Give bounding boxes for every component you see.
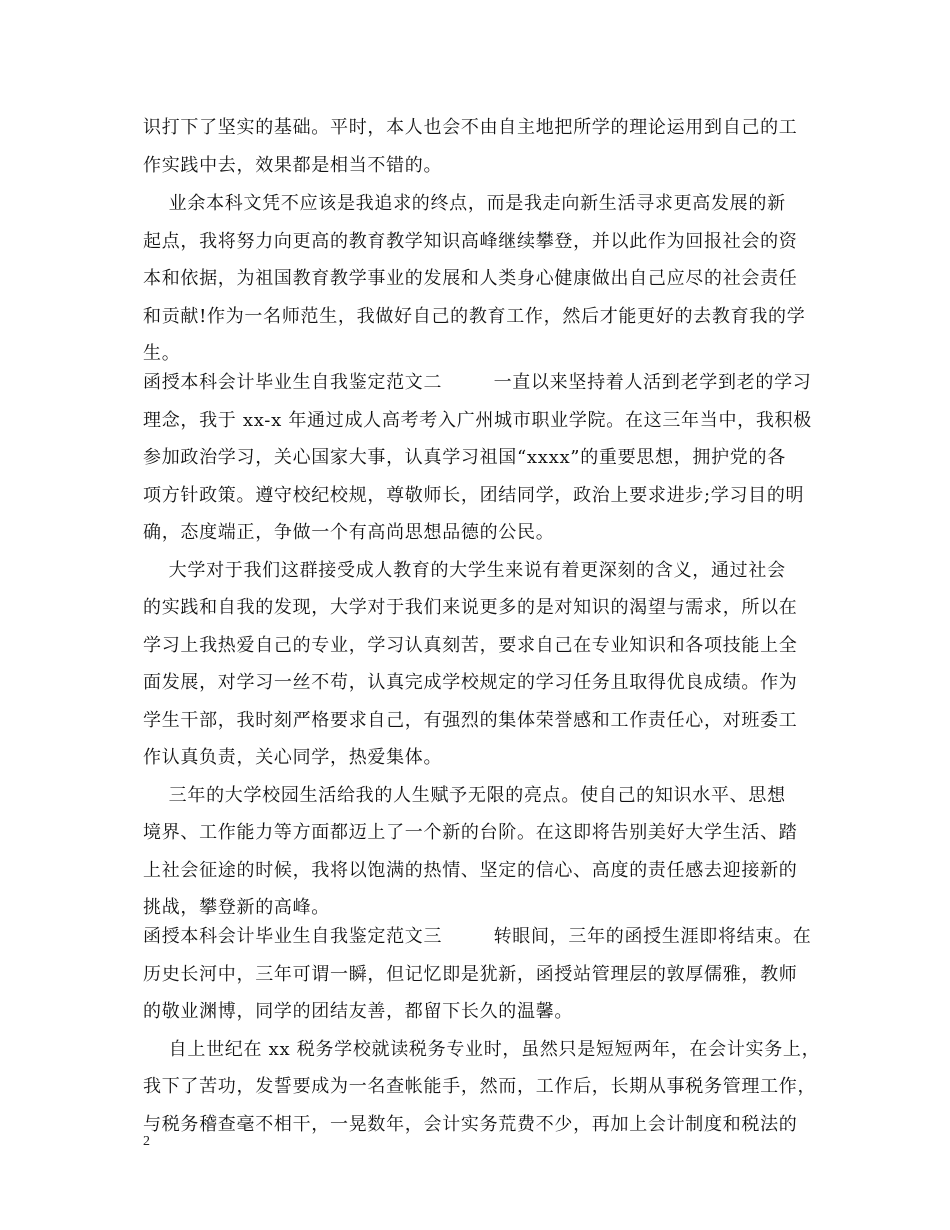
text-line: 自上世纪在 xx 税务学校就读税务专业时，虽然只是短短两年，在会计实务上，	[143, 1039, 821, 1060]
text-line: 的实践和自我的发现，大学对于我们来说更多的是对知识的渴望与需求，所以在	[143, 597, 798, 618]
text-line: 起点，我将努力向更高的教育教学知识高峰继续攀登，并以此作为回报社会的资	[143, 231, 798, 252]
text-line: 学习上我热爱自己的专业，学习认真刻苦，要求自己在专业知识和各项技能上全	[143, 635, 798, 656]
text-line: 业余本科文凭不应该是我追求的终点，而是我走向新生活寻求更高发展的新	[143, 193, 786, 214]
page-number: 2	[143, 1134, 150, 1149]
text-line: 历史长河中，三年可谓一瞬，但记忆即是犹新，函授站管理层的敦厚儒雅，教师	[143, 964, 798, 985]
text-line: 本和依据，为祖国教育教学事业的发展和人类身心健康做出自己应尽的社会责任	[143, 268, 798, 289]
text-line: 上社会征途的时候，我将以饱满的热情、坚定的信心、高度的责任感去迎接新的	[143, 860, 798, 881]
text-line: 项方针政策。遵守校纪校规，尊敬师长，团结同学，政治上要求进步;学习目的明	[143, 485, 805, 506]
section-heading-line: 函授本科会计毕业生自我鉴定范文二 一直以来坚持着人活到老学到老的学习	[143, 372, 812, 393]
section-heading-line: 函授本科会计毕业生自我鉴定范文三 转眼间，三年的函授生涯即将结束。在	[143, 926, 812, 947]
text-line: 学生干部，我时刻严格要求自己，有强烈的集体荣誉感和工作责任心，对班委工	[143, 710, 798, 731]
text-line: 理念，我于 xx-x 年通过成人高考考入广州城市职业学院。在这三年当中，我积极	[143, 410, 812, 431]
text-line: 我下了苦功，发誓要成为一名查帐能手，然而，工作后，长期从事税务管理工作，	[143, 1076, 817, 1097]
text-line: 确，态度端正，争做一个有高尚思想品德的公民。	[143, 522, 555, 543]
text-line: 作认真负责，关心同学，热爱集体。	[143, 747, 443, 768]
text-line: 和贡献!作为一名师范生，我做好自己的教育工作，然后才能更好的去教育我的学	[143, 306, 806, 327]
text-line: 的敬业渊博，同学的团结友善，都留下长久的温馨。	[143, 1001, 574, 1022]
text-line: 生。	[143, 343, 181, 364]
text-line: 识打下了坚实的基础。平时，本人也会不由自主地把所学的理论运用到自己的工	[143, 117, 798, 138]
text-line: 境界、工作能力等方面都迈上了一个新的台阶。在这即将告别美好大学生活、踏	[143, 822, 798, 843]
text-line: 与税务稽查毫不相干，一晃数年，会计实务荒费不少，再加上会计制度和税法的	[143, 1114, 798, 1135]
text-line: 三年的大学校园生活给我的人生赋予无限的亮点。使自己的知识水平、思想	[143, 785, 786, 806]
text-line: 大学对于我们这群接受成人教育的大学生来说有着更深刻的含义，通过社会	[143, 560, 786, 581]
text-line: 作实践中去，效果都是相当不错的。	[143, 155, 443, 176]
text-line: 挑战，攀登新的高峰。	[143, 897, 330, 918]
text-line: 面发展，对学习一丝不苟，认真完成学校规定的学习任务且取得优良成绩。作为	[143, 672, 798, 693]
text-line: 参加政治学习，关心国家大事，认真学习祖国“xxxx”的重要思想，拥护党的各	[143, 447, 786, 468]
